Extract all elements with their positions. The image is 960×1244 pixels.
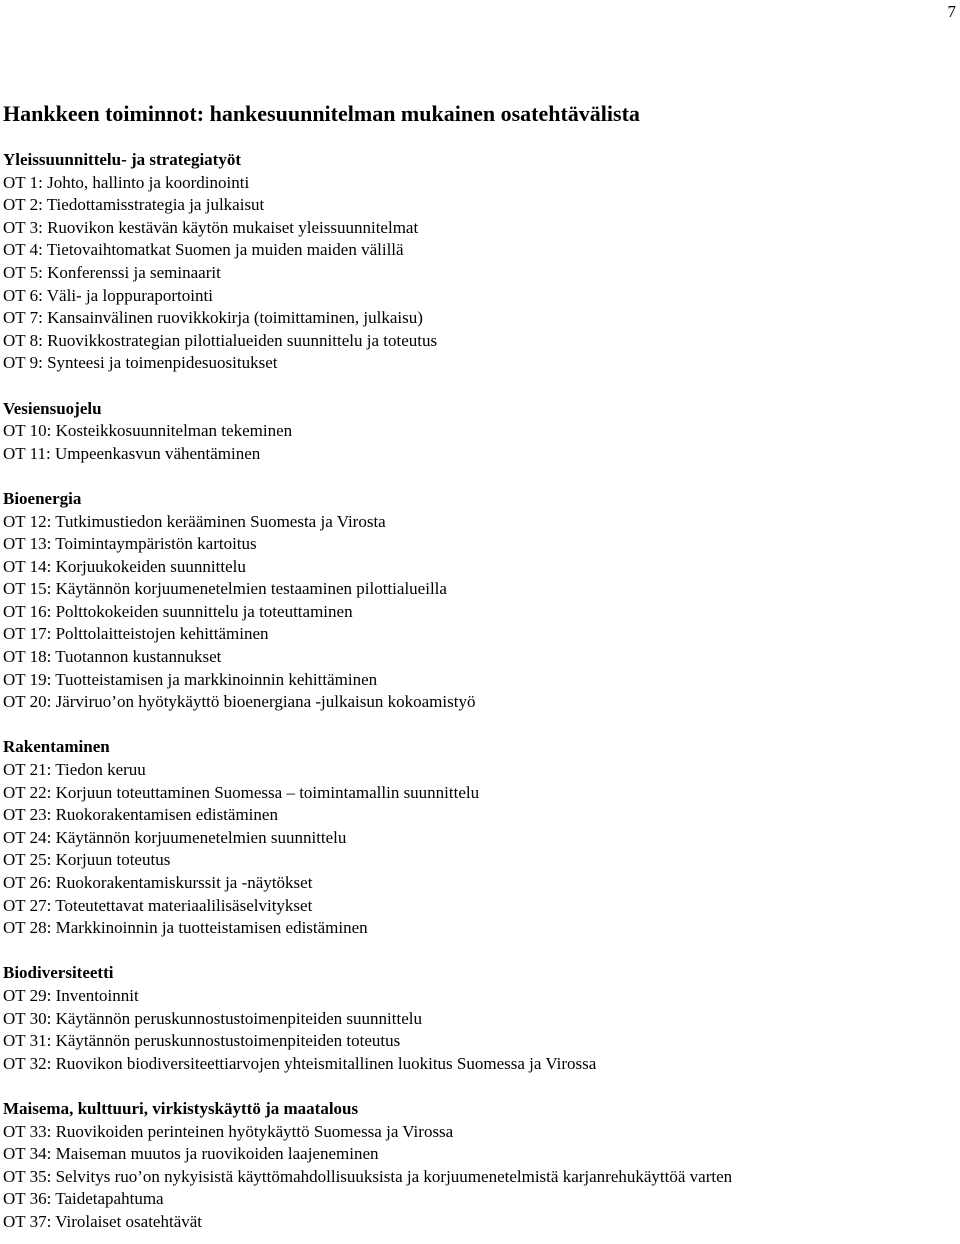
task-section bbox=[3, 1098, 953, 1234]
task-item: OT 29: Inventoinnit bbox=[3, 985, 139, 1005]
document-body bbox=[3, 100, 953, 1234]
task-item: OT 1: Johto, hallinto ja koordinointi bbox=[3, 172, 250, 192]
task-item: OT 5: Konferenssi ja seminaarit bbox=[3, 262, 221, 282]
task-item: OT 24: Käytännön korjuumenetelmien suunnittelu bbox=[3, 827, 347, 847]
task-list bbox=[3, 759, 953, 940]
task-list bbox=[3, 420, 953, 465]
task-list bbox=[3, 1121, 953, 1234]
section-heading: Vesiensuojelu bbox=[3, 398, 102, 418]
task-sections bbox=[3, 149, 953, 1234]
task-item: OT 31: Käytännön peruskunnostustoimenpiteiden toteutus bbox=[3, 1031, 401, 1051]
task-item: OT 12: Tutkimustiedon kerääminen Suomesta ja Virosta bbox=[3, 511, 386, 531]
section-heading: Biodiversiteetti bbox=[3, 963, 114, 983]
task-item: OT 33: Ruovikoiden perinteinen hyötykäyttö Suomessa ja Virossa bbox=[3, 1121, 454, 1141]
page-number: 7 bbox=[947, 2, 956, 21]
task-item: OT 30: Käytännön peruskunnostustoimenpiteiden suunnittelu bbox=[3, 1008, 422, 1028]
task-item: OT 23: Ruokorakentamisen edistäminen bbox=[3, 805, 278, 825]
task-item: OT 4: Tietovaihtomatkat Suomen ja muiden maiden välillä bbox=[3, 240, 404, 260]
section-heading: Rakentaminen bbox=[3, 737, 110, 757]
task-item: OT 28: Markkinoinnin ja tuotteistamisen edistäminen bbox=[3, 918, 368, 938]
task-item: OT 36: Taidetapahtuma bbox=[3, 1189, 164, 1209]
task-item: OT 20: Järviruo’on hyötykäyttö bioenergiana -julkaisun kokoamistyö bbox=[3, 692, 476, 712]
task-item: OT 2: Tiedottamisstrategia ja julkaisut bbox=[3, 195, 265, 215]
task-item: OT 26: Ruokorakentamiskurssit ja -näytökset bbox=[3, 873, 313, 892]
task-item: OT 16: Polttokokeiden suunnittelu ja toteuttaminen bbox=[3, 601, 353, 621]
task-section bbox=[3, 736, 953, 939]
task-item: OT 19: Tuotteistamisen ja markkinoinnin kehittäminen bbox=[3, 669, 378, 689]
task-item: OT 22: Korjuun toteuttaminen Suomessa – toimintamallin suunnittelu bbox=[3, 782, 480, 802]
task-item: OT 3: Ruovikon kestävän käytön mukaiset yleissuunnitelmat bbox=[3, 217, 419, 237]
task-item: OT 37: Virolaiset osatehtävät bbox=[3, 1211, 203, 1231]
task-item: OT 10: Kosteikkosuunnitelman tekeminen bbox=[3, 421, 293, 441]
task-item: OT 7: Kansainvälinen ruovikkokirja (toimittaminen, julkaisu) bbox=[3, 308, 423, 328]
task-item: OT 17: Polttolaitteistojen kehittäminen bbox=[3, 624, 269, 644]
task-item: OT 34: Maiseman muutos ja ruovikoiden laajeneminen bbox=[3, 1144, 379, 1164]
task-item: OT 32: Ruovikon biodiversiteettiarvojen yhteismitallinen luokitus Suomessa ja Virossa bbox=[3, 1053, 597, 1073]
task-item: OT 35: Selvitys ruo’on nykyisistä käyttömahdollisuuksista ja korjuumenetelmistä karjanrehukäyttöä varten bbox=[3, 1166, 733, 1186]
task-item: OT 13: Toimintaympäristön kartoitus bbox=[3, 534, 257, 554]
task-item: OT 25: Korjuun toteutus bbox=[3, 850, 171, 870]
task-item: OT 27: Toteutettavat materiaalilisäselvitykset bbox=[3, 895, 313, 915]
task-item: OT 15: Käytännön korjuumenetelmien testaaminen pilottialueilla bbox=[3, 579, 447, 599]
task-list bbox=[3, 172, 953, 375]
task-section bbox=[3, 962, 953, 1075]
section-heading: Yleissuunnittelu- ja strategiatyöt bbox=[3, 150, 241, 169]
section-heading: Maisema, kulttuuri, virkistyskäyttö ja maatalous bbox=[3, 1098, 359, 1118]
section-heading: Bioenergia bbox=[3, 488, 82, 508]
task-item: OT 18: Tuotannon kustannukset bbox=[3, 647, 222, 667]
task-item: OT 14: Korjuukokeiden suunnittelu bbox=[3, 556, 246, 576]
task-section bbox=[3, 488, 953, 714]
task-item: OT 8: Ruovikkostrategian pilottialueiden suunnittelu ja toteutus bbox=[3, 330, 438, 350]
document-title: Hankkeen toiminnot: hankesuunnitelman mukainen osatehtävälista bbox=[3, 101, 640, 126]
task-item: OT 6: Väli- ja loppuraportointi bbox=[3, 285, 213, 305]
task-section bbox=[3, 149, 953, 375]
task-item: OT 21: Tiedon keruu bbox=[3, 760, 146, 780]
task-list bbox=[3, 511, 953, 714]
task-item: OT 9: Synteesi ja toimenpidesuositukset bbox=[3, 353, 278, 373]
task-item: OT 11: Umpeenkasvun vähentäminen bbox=[3, 443, 261, 463]
task-list bbox=[3, 985, 953, 1075]
task-section bbox=[3, 398, 953, 466]
